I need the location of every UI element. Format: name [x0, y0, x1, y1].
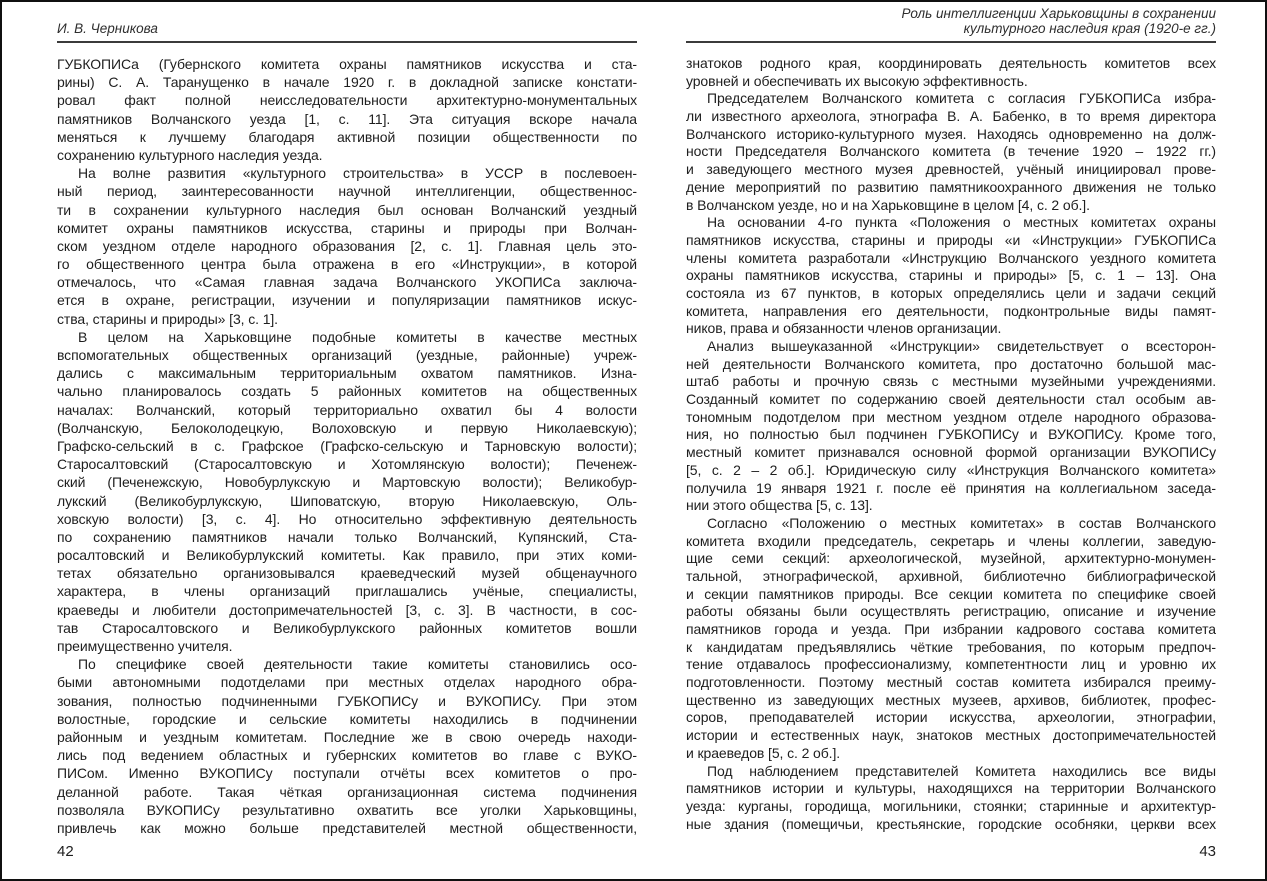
header-rule	[686, 41, 1216, 43]
text-line: По специфике своей деятельности такие комитеты становились осо-	[78, 656, 637, 673]
text-line: дение мероприятий по развитию памятникоохранного движения не только	[686, 178, 1216, 195]
text-line: памятников города и уезда. При избрании кадрового состава комитета	[686, 621, 1216, 637]
text-line: лукский (Великобурлукскую, Шиповатскую, вторую Николаевскую, Оль-	[57, 492, 637, 509]
text-line: Председателем Волчанского комитета с согласия ГУБКОПИСа избра-	[707, 90, 1216, 107]
text-line: Созданный комитет по содержанию своей деятельности стал особым ав-	[686, 391, 1216, 408]
text-line: ства, старины и природы» [3, с. 1].	[57, 310, 278, 327]
text-line: Анализ вышеуказанной «Инструкции» свидетельствует о всесторон-	[707, 338, 1216, 354]
text-line: памятников искусства, старины и природы «и «Инструкции» ГУБКОПИСа	[686, 231, 1216, 248]
text-line: знатоков родного края, координировать деятельность комитетов всех	[686, 55, 1216, 71]
running-head-author	[57, 0, 637, 39]
text-line: вспомогательных общественных организаций (уездные, районные) учреж-	[57, 347, 637, 363]
text-line: состояла из 67 пунктов, в которых определялись цели и задачи секций	[686, 284, 1216, 301]
text-line: меняться к лучшему благодаря активной позиции общественности по	[57, 128, 637, 145]
article-title-line-2: культурного наследия края (1920-е гг.)	[963, 21, 1216, 36]
text-line: уровней и обеспечивать их высокую эффективность.	[686, 72, 1028, 89]
right-page	[686, 0, 1216, 881]
text-line: ный период, заинтересованности научной интеллигенции, общественнос-	[57, 183, 637, 200]
text-line: тономным подотделом при местном уездном отделе народного образова-	[686, 408, 1216, 425]
text-line: штаб работы и прочную связь с местными музейными учреждениями.	[686, 373, 1216, 390]
text-line: Графско-сельский в с. Графское (Графско-сельскую и Тарновскую волости);	[57, 437, 637, 454]
text-line: комитета входили председатель, секретарь и члены коллегии, заведую-	[686, 532, 1216, 549]
text-line: щие семи секций: археологической, музейной, архитектурно-монумен-	[686, 550, 1216, 567]
text-line: ховскую волости) [3, с. 4]. Но относительно эффективную деятельность	[57, 510, 637, 527]
page-number-right: 43	[1199, 843, 1216, 860]
text-line: ГУБКОПИСа (Губернского комитета охраны памятников искусства и ста-	[57, 56, 637, 72]
text-line: члены комитета разработали «Инструкцию Волчанского уездного комитета	[686, 249, 1216, 266]
page-number-left: 42	[57, 843, 74, 860]
text-line: На волне развития «культурного строительства» в УССР в послевоен-	[78, 165, 637, 182]
text-line: отмечалось, что «Самая главная задача Волчанского УКОПИСа заключа-	[57, 274, 637, 291]
text-line: и краеведов [5, с. 2 об.].	[686, 744, 841, 761]
text-line: ском уездном отделе народного образования [2, с. 1]. Главная цель это-	[57, 237, 637, 254]
text-line: началах: Волчанский, который территориально охватил бы 4 волости	[57, 401, 637, 418]
text-line: ровал факт полной неисследовательности архитектурно-монументальных	[57, 92, 637, 109]
text-line: ПИСом. Именно ВУКОПИСу поступали отчёты всех комитетов о про-	[57, 765, 637, 782]
text-line: чально планировалось создать 5 районных комитетов на общественных	[57, 383, 637, 400]
text-line: го общественного центра была отражена в его «Инструкции», в которой	[57, 256, 637, 273]
text-line: к кандидатам предъявлялись чёткие требования, по которым предпоч-	[686, 638, 1216, 655]
text-line: ности Председателя Волчанского комитета (в течение 1920 – 1922 гг.)	[686, 143, 1216, 160]
text-line: по сохранению памятников начали только Волчанский, Купянский, Ста-	[57, 528, 637, 545]
text-line: и секции памятников природы. Все секции комитета по специфике своей	[686, 585, 1216, 602]
article-title-line-1: Роль интеллигенции Харьковщины в сохранении	[901, 6, 1216, 21]
text-line: ней деятельности Волчанского комитета, про достаточно большой мас-	[686, 355, 1216, 372]
text-line: ные здания (помещичьи, крестьянские, городские особняки, церкви всех	[686, 815, 1216, 832]
text-line: тав Старосалтовского и Великобурлукского районных комитетов вошли	[57, 619, 637, 636]
text-line: районным и уездным комитетам. Последние же в свою очередь находи-	[57, 728, 637, 745]
right-page-text	[686, 55, 1216, 833]
text-line: рины) С. А. Таранущенко в начале 1920 г. в докладной записке констати-	[57, 74, 637, 91]
text-line: в Волчанском уезде, но и на Харьковщине в целом [4, с. 2 об.].	[686, 196, 1090, 213]
text-line: краеведы и любители достопримечательностей [3, с. 3]. В частности, в сос-	[57, 601, 637, 618]
text-line: В целом на Харьковщине подобные комитеты в качестве местных	[78, 328, 637, 345]
text-line: истории и естественных наук, знатоков местных достопримечательностей	[686, 727, 1216, 744]
left-page	[57, 0, 637, 881]
text-line: [5, с. 2 – 2 об.]. Юридическую силу «Инструкция Волчанского комитета»	[686, 461, 1216, 478]
text-line: ский (Печенежскую, Новобурлукскую и Мартовскую волости); Великобур-	[57, 474, 637, 491]
text-line: преимущественно учителя.	[57, 638, 233, 654]
text-line: тетах обязательно организовывался краеведческий музей общенаучного	[57, 565, 637, 582]
text-line: ния, но полностью был подчинен ГУБКОПИСу и ВУКОПИСу. Кроме того,	[686, 426, 1216, 443]
text-line: привлечь как можно больше представителей местной общественности,	[57, 819, 637, 836]
text-line: тальной, этнографической, архивной, библиотечно библиографической	[686, 567, 1216, 584]
text-line: Старосалтовский (Старосалтовскую и Хотомлянскую волости); Печенеж-	[57, 456, 637, 473]
text-line: (Волчанскую, Белоколодецкую, Волоховскую и первую Николаевскую);	[57, 419, 637, 436]
header-rule	[57, 41, 637, 43]
text-line: памятников истории и культуры, находящихся на территории Волчанского	[686, 780, 1216, 797]
text-line: волостные, городские и сельские комитеты находились в подчинении	[57, 710, 637, 727]
text-line: памятников Волчанского уезда [1, с. 11]. Эта ситуация вскоре начала	[57, 110, 637, 127]
author-name: И. В. Черникова	[57, 21, 158, 36]
text-line: ти в сохранении культурного наследия был основан Волчанский уездный	[57, 201, 637, 218]
text-line: соров, преподавателей истории искусства, археологии, этнографии,	[686, 709, 1216, 726]
text-line: щественно из заведующих местных музеев, архивов, библиотек, профес-	[686, 691, 1216, 708]
running-head-title	[686, 0, 1216, 39]
text-line: комитет охраны памятников искусства, старины и природы при Волчан-	[57, 219, 637, 236]
text-line: ется в охране, регистрации, изучении и популяризации памятников искус-	[57, 292, 637, 309]
text-line: ников, права и обязанности членов организации.	[686, 320, 1002, 337]
text-line: и заведующего местного музея древностей, учёный инициировал прове-	[686, 161, 1216, 178]
text-line: зования, полностью подчиненными ГУБКОПИСу и ВУКОПИСу. При этом	[57, 692, 637, 709]
text-line: местный комитет признавался основной формой организации ВУКОПИСу	[686, 444, 1216, 461]
left-page-text	[57, 55, 637, 837]
text-line: уезда: курганы, городища, могильники, стоянки; старинные и архитектур-	[686, 797, 1216, 814]
text-line: быми автономными подотделами при местных отделах народного обра-	[57, 674, 637, 691]
text-line: сохранению культурного наследия уезда.	[57, 146, 323, 163]
text-line: деланной работе. Такая чёткая организационная система подчинения	[57, 783, 637, 800]
text-line: На основании 4-го пункта «Положения о местных комитетах охраны	[707, 214, 1216, 231]
text-line: росалтовский и Великобурлукский комитеты. Как правило, при этих коми-	[57, 547, 637, 564]
text-line: Под наблюдением представителей Комитета находились все виды	[707, 762, 1216, 779]
text-line: дались с максимальным территориальным охватом памятников. Изна-	[57, 365, 637, 382]
text-line: нии этого общества [5, с. 13].	[686, 497, 873, 514]
text-line: подготовленности. Поэтому местный состав комитета избирался преиму-	[686, 674, 1216, 691]
text-line: охраны памятников искусства, старины и природы» [5, с. 1 – 13]. Она	[686, 267, 1216, 284]
text-line: характера, в члены организаций приглашались учёные, специалисты,	[57, 583, 637, 600]
text-line: позволяла ВУКОПИСу результативно охватить все уголки Харьковщины,	[57, 801, 637, 818]
text-line: ли известного археолога, этнографа В. А. Бабенко, в то время директора	[686, 108, 1216, 125]
text-line: Волчанского историко-культурного музея. Находясь одновременно на долж-	[686, 125, 1216, 142]
text-line: лись под ведением областных и губернских комитетов во главе с ВУКО-	[57, 747, 637, 764]
text-line: Согласно «Положению о местных комитетах» в состав Волчанского	[707, 514, 1216, 531]
text-line: комитета, направления его деятельности, подконтрольные виды памят-	[686, 302, 1216, 319]
text-line: работы обязаны были осуществлять регистрацию, описание и изучение	[686, 603, 1216, 620]
text-line: получила 19 января 1921 г. после её принятия на коллегиальном заседа-	[686, 479, 1216, 496]
text-line: тение отдавалось профессионализму, компетентности лиц и уровню их	[686, 656, 1216, 673]
